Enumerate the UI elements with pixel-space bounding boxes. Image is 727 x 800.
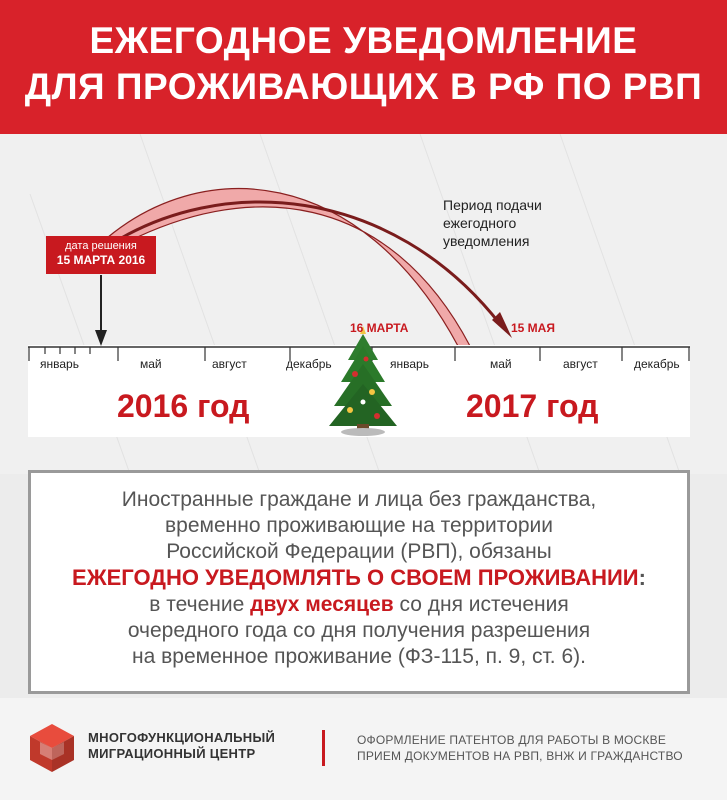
timeline-graphic — [0, 134, 727, 474]
period-label — [443, 196, 583, 250]
info-line: очередного года со дня получения разрешения — [127, 619, 591, 642]
decision-small-label: дата решения — [65, 240, 137, 252]
info-line: на временное проживание (ФЗ-115, п. 9, ст. 6). — [132, 645, 586, 668]
month-label: август — [212, 357, 247, 371]
org-name-line2: МИГРАЦИОННЫЙ ЦЕНТР — [88, 746, 256, 761]
info-emphasis: ЕЖЕГОДНО УВЕДОМЛЯТЬ О СВОЕМ ПРОЖИВАНИИ — [72, 565, 639, 590]
header-title-line2: ДЛЯ ПРОЖИВАЮЩИХ В РФ ПО РВП — [24, 66, 703, 107]
page-header — [0, 0, 727, 134]
month-label: январь — [40, 357, 79, 371]
month-label: май — [490, 357, 512, 371]
mmc-cube-logo-icon — [26, 722, 78, 774]
decision-date-badge — [46, 236, 156, 274]
info-line — [31, 592, 687, 618]
org-name-line1: МНОГОФУНКЦИОНАЛЬНЫЙ — [88, 730, 276, 745]
period-label-line: ежегодного — [443, 215, 517, 231]
info-line: Российской Федерации (РВП), обязаны — [166, 540, 552, 563]
period-label-line: Период подачи — [443, 197, 542, 213]
info-emphasis-line — [31, 565, 687, 592]
decision-pointer — [95, 275, 107, 346]
info-two-months: двух месяцев — [250, 593, 394, 616]
period-label-line: уведомления — [443, 233, 530, 249]
year-2016-label: 2016 год — [117, 388, 250, 424]
header-title-line1: ЕЖЕГОДНОЕ УВЕДОМЛЕНИЕ — [89, 20, 638, 61]
month-label: май — [140, 357, 162, 371]
month-label: декабрь — [286, 357, 332, 371]
services-text — [357, 732, 683, 764]
org-name — [88, 730, 275, 762]
month-label: январь — [390, 357, 429, 371]
footer-divider — [322, 730, 325, 766]
info-text: со дня истечения — [393, 593, 569, 616]
info-text: в течение — [149, 593, 251, 616]
info-colon: : — [638, 565, 646, 590]
end-date-label: 15 МАЯ — [511, 321, 555, 335]
month-label: декабрь — [634, 357, 680, 371]
info-line: Иностранные граждане и лица без гражданства, — [121, 488, 597, 511]
info-box — [28, 470, 690, 694]
service-line2: ПРИЕМ ДОКУМЕНТОВ НА РВП, ВНЖ И ГРАЖДАНСТВО — [357, 749, 683, 763]
start-date-label: 16 МАРТА — [350, 321, 409, 335]
month-label: август — [563, 357, 598, 371]
info-line: временно проживающие на территории — [165, 514, 553, 537]
service-line1: ОФОРМЛЕНИЕ ПАТЕНТОВ ДЛЯ РАБОТЫ В МОСКВЕ — [357, 733, 667, 747]
year-2017-label: 2017 год — [466, 388, 599, 424]
decision-date-label: 15 МАРТА 2016 — [56, 253, 146, 267]
